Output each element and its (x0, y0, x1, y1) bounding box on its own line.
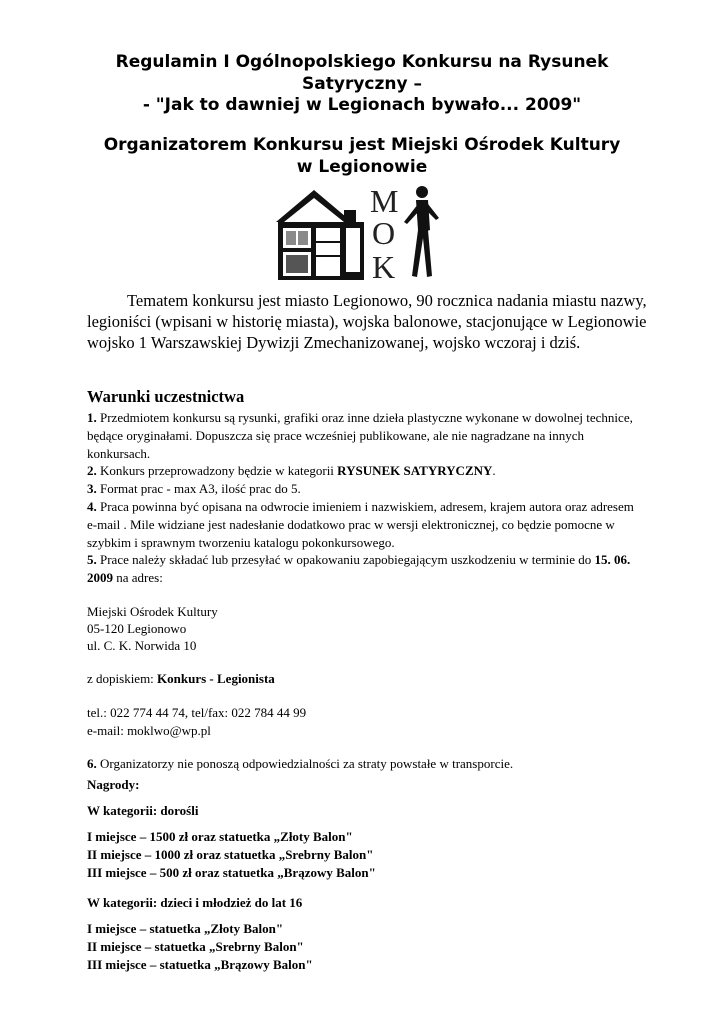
dancer-figure-icon (404, 186, 439, 277)
envelope-note (87, 670, 647, 688)
rule-5-number: 5. (87, 552, 97, 568)
rule-2-number: 2. (87, 463, 97, 479)
rule-5-text: Prace należy składać lub przesyłać w opakowaniu zapobiegającym uszkodzeniu w terminie do (96, 552, 595, 568)
adults-category-label: W kategorii: dorośli (87, 803, 199, 818)
rule-2-text: Konkurs przeprowadzony będzie w kategorii (96, 463, 338, 479)
youth-category-label: W kategorii: dzieci i młodzież do lat 16 (87, 895, 303, 910)
envelope-note-prefix: z dopiskiem: (87, 670, 158, 686)
rule-6-number: 6. (87, 756, 97, 772)
adults-prize-2: II miejsce – 1000 zł oraz statuetka „Srebrny Balon" (87, 847, 374, 862)
youth-prize-list (87, 920, 647, 974)
contact-info (87, 704, 647, 740)
address-line-3: ul. C. K. Norwida 10 (87, 637, 197, 653)
youth-prize-2: II miejsce – statuetka „Srebrny Balon" (87, 939, 304, 954)
adults-prize-list (87, 828, 647, 882)
contact-email: e-mail: moklwo@wp.pl (87, 722, 211, 738)
logo-letter-m: M (370, 183, 399, 219)
rule-2-end: . (492, 463, 496, 479)
title-line-2: Satyryczny – (302, 73, 422, 94)
adults-prize-3: III miejsce – 500 zł oraz statuetka „Brązowy Balon" (87, 865, 376, 880)
rule-6-text: Organizatorzy nie ponoszą odpowiedzialności za straty powstałe w transporcie. (96, 756, 514, 772)
contact-phone: tel.: 022 774 44 74, tel/fax: 022 784 44 99 (87, 704, 307, 720)
rule-5 (87, 551, 647, 587)
rule-3-number: 3. (87, 481, 97, 497)
rule-2 (87, 462, 647, 480)
organizer-heading (60, 135, 664, 178)
conditions-heading: Warunki uczestnictwa (87, 387, 245, 406)
rule-5-end: na adres: (113, 570, 163, 586)
rule-4 (87, 498, 647, 551)
organizer-line-2: w Legionowie (296, 156, 428, 177)
mok-logo-graphic (274, 182, 442, 282)
prizes-section (87, 776, 647, 974)
address-line-2: 05-120 Legionowo (87, 620, 187, 636)
organizer-line-1: Organizatorem Konkursu jest Miejski Ośrodek Kultury (103, 135, 621, 155)
logo-letter-o: O (372, 215, 396, 251)
rule-3-text: Format prac - max A3, ilość prac do 5. (96, 481, 301, 497)
document-title (60, 52, 664, 117)
title-line-3: - "Jak to dawniej w Legionach bywało... 2009" (142, 95, 582, 115)
title-line-1: Regulamin I Ogólnopolskiego Konkursu na Rysunek (115, 52, 609, 72)
rule-4-number: 4. (87, 498, 97, 514)
prizes-heading: Nagrody: (87, 777, 140, 792)
logo-letter-k: K (372, 249, 396, 282)
envelope-note-label: Konkurs - Legionista (157, 670, 275, 686)
intro-paragraph: Tematem konkursu jest miasto Legionowo, 90 rocznica nadania miastu nazwy, legioniści (wpisani w historię miasta), wojska balonowe, stacjonujące w Legionowie wojsko 1 Warszawskiej Dywizji Zmechanizowanej, wojsko wczoraj i dziś. (87, 291, 647, 352)
postal-address (87, 603, 647, 654)
rule-4-text: Praca powinna być opisana na odwrocie imieniem i nazwiskiem, adresem, krajem autora oraz adresem e-mail . Mile widziane jest nadesłanie dodatkowo prac w wersji elektronicznej, co będzie pomocne w szybkim i sprawnym tworzeniu katalogu pokonkursowego. (87, 498, 634, 550)
rule-1-text: Przedmiotem konkursu są rysunki, grafiki oraz inne dzieła plastyczne wykonane w dowolnej technice, będące oryginałami. Dopuszcza się prace wcześniej publikowane, ale nie nagradzane na innych konkursach. (87, 410, 633, 461)
rule-6 (87, 755, 647, 773)
adults-prize-1: I miejsce – 1500 zł oraz statuetka „Złoty Balon" (87, 829, 353, 844)
house-icon (276, 190, 364, 280)
youth-prize-1: I miejsce – statuetka „Złoty Balon" (87, 921, 284, 936)
mok-logo (274, 182, 442, 282)
youth-prize-3: III miejsce – statuetka „Brązowy Balon" (87, 957, 313, 972)
address-line-1: Miejski Ośrodek Kultury (87, 603, 218, 619)
rule-1 (87, 409, 647, 462)
rule-2-category: RYSUNEK SATYRYCZNY (337, 463, 493, 479)
rule-1-number: 1. (87, 410, 97, 425)
rule-5-deadline: 15. 06. 2009 (87, 552, 631, 586)
conditions-section (87, 387, 647, 773)
rule-3 (87, 480, 647, 498)
